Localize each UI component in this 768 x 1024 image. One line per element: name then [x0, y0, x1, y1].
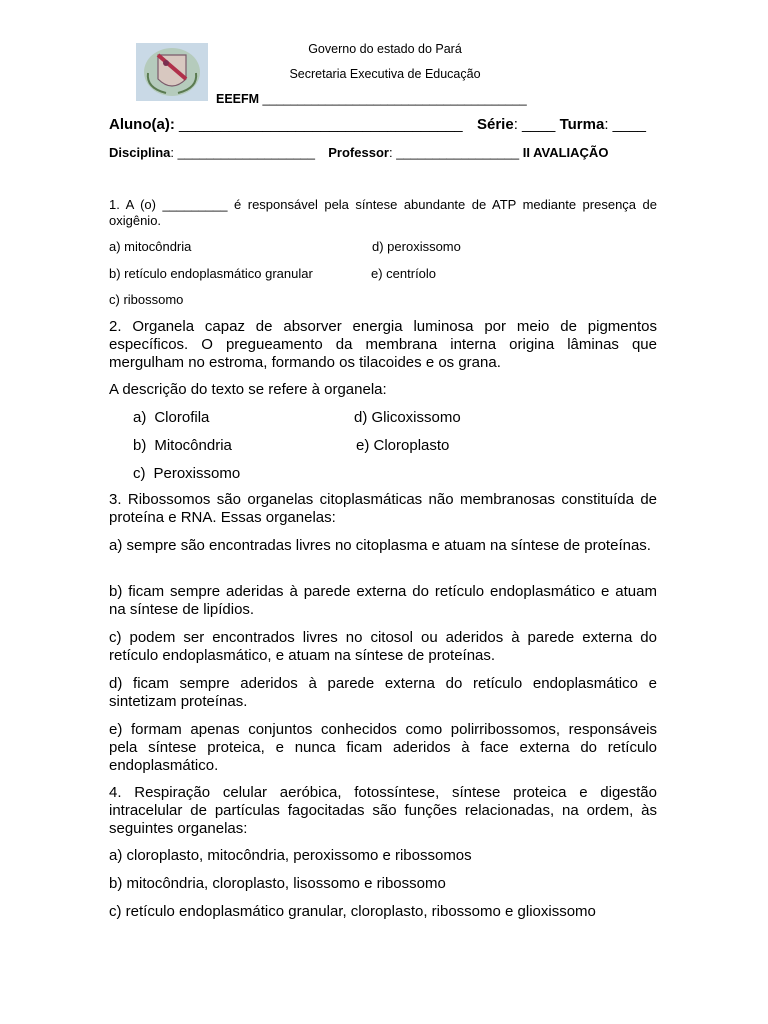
question-1-text: 1. A (o) _________ é responsável pela síntese abundante de ATP mediante presença de oxigênio.: [109, 197, 657, 228]
q1-option-a: a) mitocôndria: [109, 239, 192, 254]
q2-option-a: [133, 409, 209, 426]
aluno-label: Aluno(a):: [109, 116, 175, 133]
q4-option-b: b) mitocôndria, cloroplasto, lisossomo e ribossomo: [109, 875, 446, 892]
q2-a-marker: a): [133, 409, 147, 426]
disciplina-label: Disciplina: [109, 145, 171, 160]
disciplina-blank[interactable]: : ___________________: [170, 145, 316, 160]
q2-b-text: Mitocôndria: [154, 437, 232, 454]
q2-option-c: [133, 465, 240, 482]
turma-blank[interactable]: : ____: [604, 116, 647, 133]
professor-label: Professor: [328, 145, 389, 160]
school-field[interactable]: [216, 92, 527, 106]
q1-option-c: c) ribossomo: [109, 292, 184, 307]
serie-label: Série: [476, 116, 514, 133]
student-row: [109, 116, 646, 133]
q4-option-c: c) retículo endoplasmático granular, cloroplasto, ribossomo e glioxissomo: [109, 903, 596, 920]
avaliacao-title: II AVALIAÇÃO: [522, 145, 609, 160]
state-crest-image: [136, 43, 208, 101]
q2-prompt: A descrição do texto se refere à organela:: [109, 381, 387, 398]
q1-option-e: e) centríolo: [371, 266, 437, 281]
header-secretariat: Secretaria Executiva de Educação: [289, 67, 481, 81]
q2-c-text: Peroxissomo: [153, 465, 241, 482]
discipline-row: [109, 145, 608, 160]
q2-b-marker: b): [133, 437, 147, 454]
q3-option-c: c) podem ser encontrados livres no citosol ou aderidos à parede externa do retículo endoplasmático, e atuam na síntese de proteínas.: [109, 629, 657, 664]
professor-blank[interactable]: : _________________: [388, 145, 520, 160]
q3-option-d: d) ficam sempre aderidos à parede externa do retículo endoplasmático e sintetizam proteínas.: [109, 675, 657, 710]
school-blank: ______________________________________: [262, 92, 527, 106]
q2-c-marker: c): [133, 465, 146, 482]
serie-blank[interactable]: : ____: [513, 116, 556, 133]
turma-label: Turma: [559, 116, 605, 133]
aluno-blank[interactable]: __________________________________: [179, 116, 463, 133]
school-label: EEEFM: [216, 92, 260, 106]
q3-option-a: a) sempre são encontradas livres no citoplasma e atuam na síntese de proteínas.: [109, 537, 651, 554]
question-3-text: 3. Ribossomos são organelas citoplasmáticas não membranosas constituída de proteína e RNA. Essas organelas:: [109, 491, 657, 526]
question-2-text: 2. Organela capaz de absorver energia luminosa por meio de pigmentos específicos. O pregueamento da membrana interna origina lâminas que mergulham no estroma, formando os tilacoides e os grana.: [109, 318, 657, 371]
q4-option-a: a) cloroplasto, mitocôndria, peroxissomo e ribossomos: [109, 847, 472, 864]
header-government: Governo do estado do Pará: [308, 42, 462, 56]
q2-option-d: d) Glicoxissomo: [354, 409, 461, 426]
q3-option-e: e) formam apenas conjuntos conhecidos como polirribossomos, responsáveis pela síntese proteica, e nunca ficam aderidos à face externa do retículo endoplasmático.: [109, 721, 657, 774]
q2-option-e: e) Cloroplasto: [356, 437, 450, 454]
question-4-text: 4. Respiração celular aeróbica, fotossíntese, síntese proteica e digestão intracelular de partículas fagocitadas são funções relacionadas, na ordem, às seguintes organelas:: [109, 784, 657, 837]
q3-option-b: b) ficam sempre aderidas à parede externa do retículo endoplasmático e atuam na síntese de lipídios.: [109, 583, 657, 618]
q1-option-d: d) peroxissomo: [372, 239, 461, 254]
q2-a-text: Clorofila: [154, 409, 210, 426]
q2-option-b: [133, 437, 232, 454]
q1-option-b: b) retículo endoplasmático granular: [109, 266, 313, 281]
